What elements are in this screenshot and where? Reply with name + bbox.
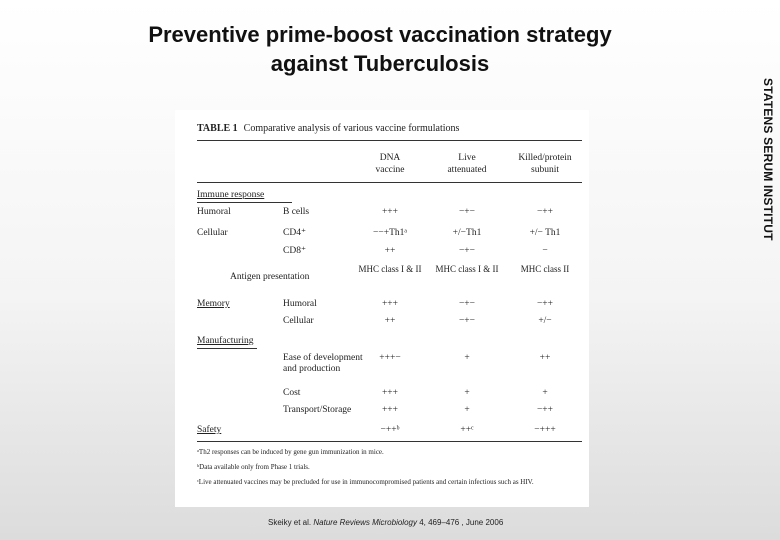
cell-killed: +/− [538,316,552,326]
column-header-line: subunit [531,165,559,175]
section-manufacturing: Manufacturing [197,336,254,346]
citation [268,518,503,527]
cell-killed: + [542,388,548,398]
cell-live: −+− [458,246,476,256]
row-subcategory: Humoral [283,299,317,309]
table-caption-label: TABLE 1 [197,123,238,134]
column-header-line: vaccine [375,165,405,175]
cell-live: + [464,388,470,398]
table-top-rule [197,140,582,141]
cell-dna: −−+Th1ᵃ [373,228,407,238]
cell-live: ++ᶜ [460,425,474,435]
column-header-line: DNA [379,153,401,163]
cell-killed: +/− Th1 [529,228,561,238]
citation-authors: Skeiky et al. [268,518,312,527]
cell-live: +/−Th1 [452,228,482,238]
footnote: ᵃTh2 responses can be induced by gene gun immunization in mice. [197,448,384,456]
cell-killed: −+++ [534,425,556,435]
cell-killed: ++ [539,353,551,363]
cell-live: −+− [458,207,476,217]
cell-killed: −++ [536,405,554,415]
cell-dna: MHC class I & II [358,264,422,274]
cell-killed: MHC class II [520,264,570,274]
row-subcategory: Ease of development and production [283,353,363,374]
cell-killed: − [542,246,548,256]
slide-title [60,20,700,78]
row-subcategory: Transport/Storage [283,405,352,415]
cell-dna: +++− [379,353,401,363]
row-category: Cellular [197,228,228,238]
section-immune-response: Immune response [197,190,265,200]
cell-dna: ++ [384,316,396,326]
row-category: Humoral [197,207,231,217]
cell-dna: +++ [381,388,399,398]
cell-live: −+− [458,299,476,309]
row-subcategory: Antigen presentation [230,272,310,282]
column-header-live [437,152,497,176]
row-subcategory: Cost [283,388,301,398]
slide-title-line-1: Preventive prime-boost vaccination strategy [148,22,612,47]
citation-details: 4, 469–476 , June 2006 [416,518,504,527]
section-rule [197,348,257,349]
section-rule [197,202,292,203]
cell-killed: −++ [536,299,554,309]
section-memory: Memory [197,299,230,309]
cell-live: −+− [458,316,476,326]
column-header-dna [360,152,420,176]
column-header-killed [505,152,585,176]
cell-dna: ++ [384,246,396,256]
citation-journal: Nature Reviews Microbiology [313,518,417,527]
cell-killed: −++ [536,207,554,217]
column-header-line: Live [458,153,476,163]
table-bottom-rule [197,441,582,442]
column-header-line: Killed/protein [518,153,572,163]
footnote: ᵇData available only from Phase 1 trials. [197,463,310,471]
cell-live: + [464,353,470,363]
cell-dna: +++ [381,299,399,309]
table-caption-text: Comparative analysis of various vaccine formulations [243,123,460,134]
row-subcategory: CD8⁺ [283,246,306,256]
institute-side-label: STATENS SERUM INSTITUT [761,78,775,241]
row-subcategory: B cells [283,207,310,217]
cell-dna: +++ [381,405,399,415]
row-subcategory: Cellular [283,316,314,326]
footnote: ᶜLive attenuated vaccines may be precluded for use in immunocompromised patients and certain infectious such as HIV. [197,478,534,486]
section-safety: Safety [197,425,222,435]
cell-live: + [464,405,470,415]
vaccine-comparison-table [175,110,589,507]
slide-title-line-2: against Tuberculosis [270,51,490,76]
table-header-rule [197,182,582,183]
cell-dna: +++ [381,207,399,217]
row-subcategory: CD4⁺ [283,228,306,238]
column-header-line: attenuated [447,165,487,175]
cell-dna: −++ᵇ [380,425,400,435]
table-caption [197,123,459,134]
cell-live: MHC class I & II [435,264,499,274]
